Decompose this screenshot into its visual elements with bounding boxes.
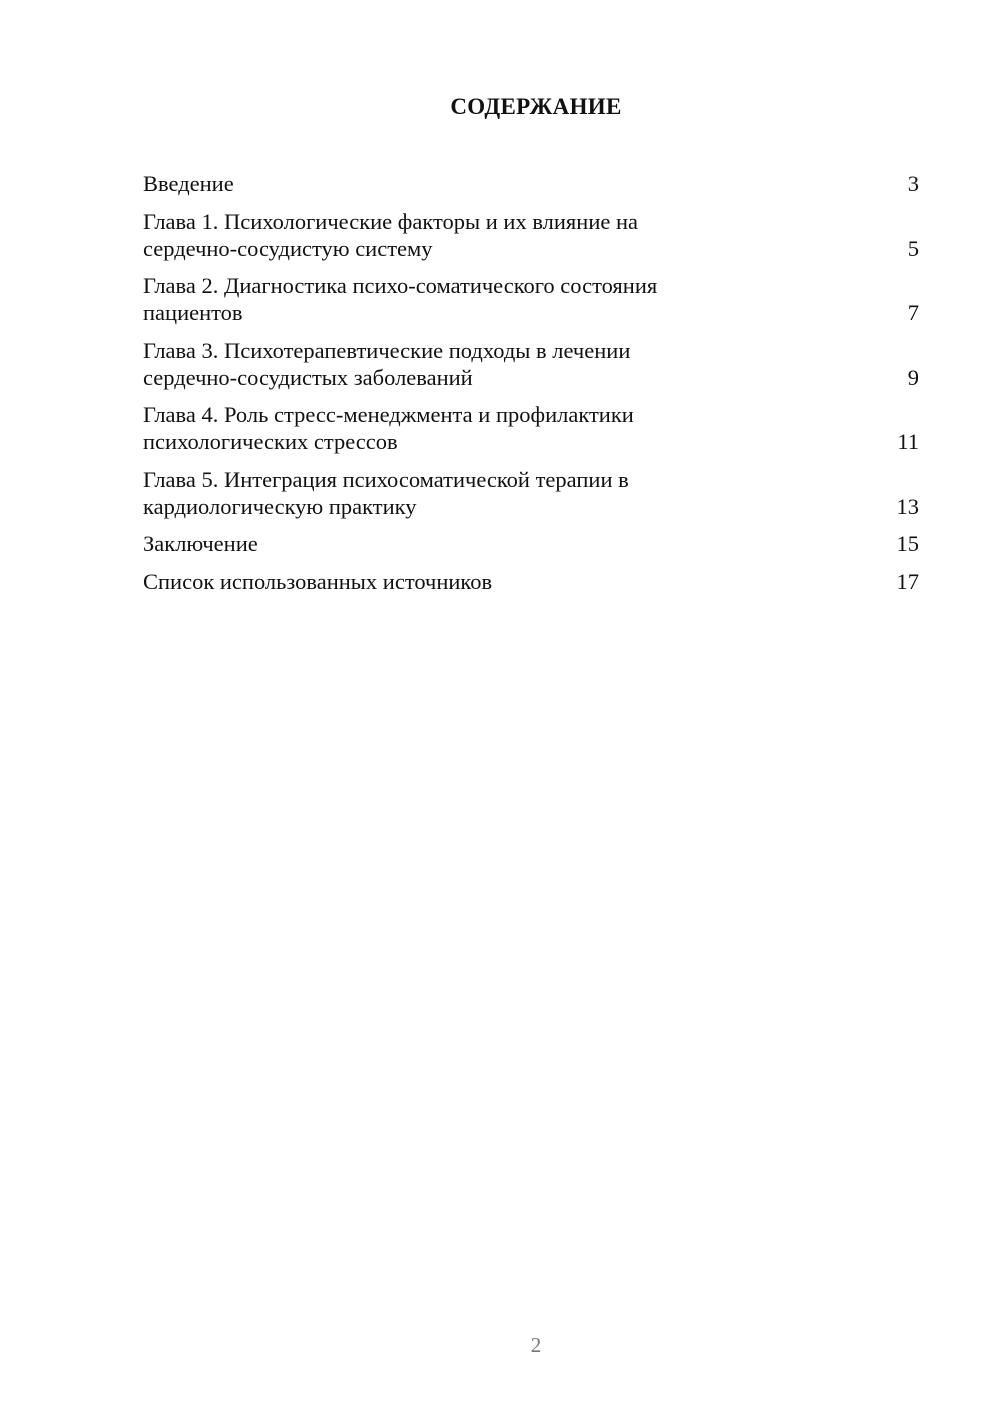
toc-entry-label [143, 401, 733, 455]
toc-entry-text: Глава 3. Психотерапевтические подходы в лечении [143, 337, 631, 363]
toc-entry-text: Глава 5. Интеграция психосоматической терапии в [143, 466, 629, 492]
toc-entry-label [143, 530, 733, 557]
toc-entry-text: Глава 1. Психологические факторы и их влияние на [143, 208, 638, 234]
toc-entry-page: 7 [907, 300, 919, 325]
toc-entry-chapter-5[interactable] [143, 466, 919, 520]
toc-entry-text: Глава 2. Диагностика психо-соматического состояния [143, 273, 658, 298]
toc-entry-chapter-2[interactable] [143, 272, 919, 326]
toc-entry-text-continued: пациентов [143, 300, 243, 325]
toc-entry-chapter-1[interactable] [143, 208, 919, 262]
toc-entry-page: 3 [907, 171, 919, 196]
page-number: 2 [530, 1333, 542, 1357]
toc-entry-page: 13 [896, 493, 919, 519]
toc-entry-text: Введение [143, 171, 234, 196]
toc-entry-text: Список использованных источников [143, 568, 493, 594]
toc-entry-label [143, 272, 733, 326]
toc-entry-label [143, 466, 733, 520]
toc-entry-label [143, 208, 733, 262]
toc-entry-text: Заключение [143, 531, 258, 556]
toc-entry-label [143, 337, 733, 391]
toc-entry-references[interactable] [143, 568, 919, 595]
toc-entry-text-continued: сердечно-сосудистую систему [143, 235, 433, 261]
toc-entry-conclusion[interactable] [143, 530, 919, 557]
toc-entry-chapter-4[interactable] [143, 401, 919, 455]
toc-entry-page: 11 [897, 429, 919, 454]
toc-entry-page: 17 [896, 568, 919, 594]
toc-entry-text: Глава 4. Роль стресс-менеджмента и профилактики [143, 402, 634, 427]
toc-entry-label [143, 170, 733, 197]
table-of-contents [143, 170, 919, 605]
toc-entry-text-continued: кардиологическую практику [143, 493, 417, 519]
toc-entry-text-continued: психологических стрессов [143, 429, 398, 454]
page-title: СОДЕРЖАНИЕ [450, 94, 622, 119]
toc-entry-label [143, 568, 733, 595]
toc-entry-chapter-3[interactable] [143, 337, 919, 391]
toc-entry-introduction[interactable] [143, 170, 919, 197]
toc-entry-page: 15 [896, 531, 919, 556]
toc-entry-page: 5 [907, 235, 919, 261]
toc-entry-page: 9 [907, 364, 919, 390]
toc-entry-text-continued: сердечно-сосудистых заболеваний [143, 364, 473, 390]
